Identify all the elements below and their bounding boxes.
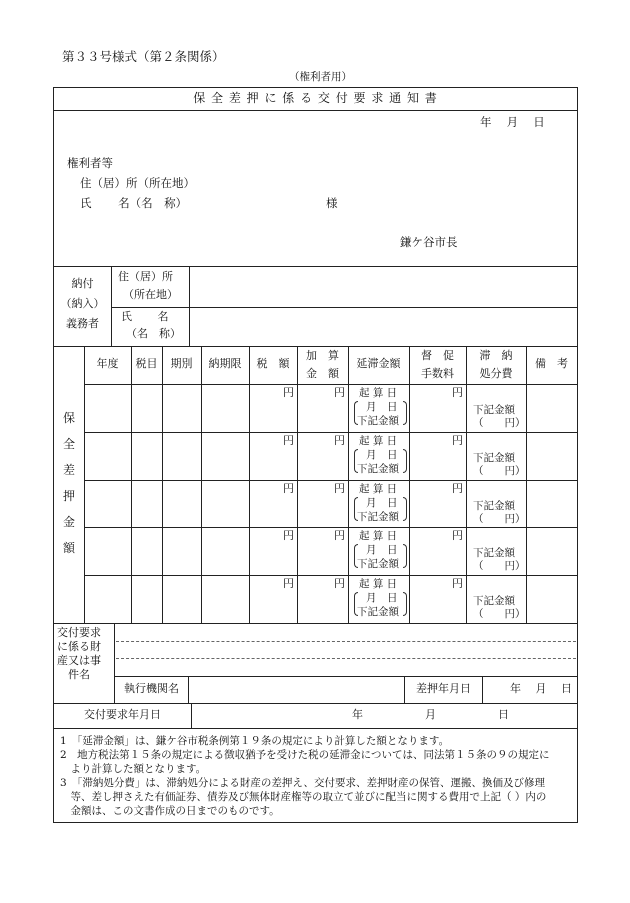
late-fee-start-date: 起 算 日 <box>359 578 398 590</box>
note-3-line-3: 金額は、この文書作成の日までのものです。 <box>60 805 280 817</box>
disposition-below-amount: 下記金額 <box>473 547 515 559</box>
disposition-amount-paren: （ 円） <box>473 560 526 572</box>
col-line <box>466 346 467 623</box>
header-disposition-fee-1: 滞 納 <box>479 349 513 362</box>
note-2-line-2: より計算した額となります。 <box>60 763 207 775</box>
disposition-amount-paren: （ 円） <box>473 465 526 477</box>
col-line <box>162 346 163 623</box>
surcharge-yen: 円 <box>334 386 345 399</box>
tax-amount-yen: 円 <box>283 386 294 399</box>
header-due-date: 納期限 <box>208 357 242 370</box>
row-line <box>84 527 578 528</box>
late-fee-start-date: 起 算 日 <box>359 483 398 495</box>
late-fee-below-amount: 下記金額 <box>357 511 399 523</box>
row-line <box>84 432 578 433</box>
late-fee-bracket-right <box>403 592 407 616</box>
amount-side-label-2: 全 <box>62 437 75 451</box>
obligor-label-2: （納入） <box>60 297 105 310</box>
tax-amount-yen: 円 <box>283 529 294 542</box>
late-fee-start-date: 起 算 日 <box>359 387 398 399</box>
col-line <box>131 346 132 623</box>
disposition-amount-paren: （ 円） <box>473 513 526 525</box>
surcharge-yen: 円 <box>334 577 345 590</box>
property-label-1: 交付要求 <box>57 626 101 639</box>
surcharge-yen: 円 <box>334 529 345 542</box>
addressee-heading: 権利者等 <box>67 156 113 170</box>
surcharge-yen: 円 <box>334 482 345 495</box>
request-date-month: 月 <box>425 708 436 721</box>
addressee-address-label: 住（居）所（所在地） <box>80 176 195 190</box>
honorific: 様 <box>326 196 338 210</box>
issue-date: 年 月 日 <box>480 115 545 129</box>
addressee-name-label: 氏 名（名 称） <box>80 196 188 210</box>
obligor-label-3: 義務者 <box>66 317 99 330</box>
late-fee-start-date: 起 算 日 <box>359 435 398 447</box>
late-fee-bracket-left <box>354 497 358 521</box>
property-label-3: 産又は事 <box>57 654 101 667</box>
late-fee-bracket-right <box>403 401 407 425</box>
row-line <box>84 480 578 481</box>
demand-fee-yen: 円 <box>452 434 463 447</box>
property-line-2 <box>116 658 576 659</box>
header-tax-amount: 税 額 <box>256 357 290 370</box>
demand-fee-yen: 円 <box>452 577 463 590</box>
late-fee-month-day: 月 日 <box>366 449 398 461</box>
header-tax-item: 税目 <box>135 357 158 370</box>
frame-bottom <box>53 822 578 823</box>
late-fee-bracket-right <box>403 544 407 568</box>
col-line <box>409 346 410 623</box>
note-2-line-1: 2 地方税法第１５条の規定による徴収猶予を受けた税の延滞金については、同法第１５条の９の規定に <box>60 749 550 761</box>
exec-agency-label: 執行機関名 <box>124 682 179 695</box>
seizure-date-label: 差押年月日 <box>416 682 471 695</box>
late-fee-month-day: 月 日 <box>366 592 398 604</box>
obligor-address-label-2: （所在地） <box>123 288 178 301</box>
header-surcharge-1: 加 算 <box>306 349 339 362</box>
amount-side-label-6: 額 <box>62 541 75 555</box>
header-late-fee: 延滞金額 <box>356 357 401 370</box>
col-line <box>249 346 250 623</box>
obligor-name-label-1: 氏 名 <box>121 310 169 323</box>
header-fiscal-year: 年度 <box>96 357 119 370</box>
seizure-date-value: 年 月 日 <box>510 682 572 695</box>
col-line <box>297 346 298 623</box>
note-3-line-1: 3 「滞納処分費」は、滞納処分による財産の差押え、交付要求、差押財産の保管、運搬、換価及び修理 <box>60 777 546 789</box>
disposition-below-amount: 下記金額 <box>473 595 515 607</box>
header-period: 期別 <box>170 357 193 370</box>
amount-side-label-3: 差 <box>62 463 75 477</box>
copy-label: （権利者用） <box>289 71 352 83</box>
header-demand-fee-1: 督 促 <box>421 349 454 362</box>
document-title: 保 全 差 押 に 係 る 交 付 要 求 通 知 書 <box>193 91 438 105</box>
note-3-line-2: 等、差し押さえた有価証券、債券及び無体財産権等の取立て並びに配当に関する費用で上記（ ）内の <box>60 791 547 803</box>
late-fee-month-day: 月 日 <box>366 497 398 509</box>
surcharge-yen: 円 <box>334 434 345 447</box>
late-fee-bracket-right <box>403 497 407 521</box>
demand-fee-yen: 円 <box>452 482 463 495</box>
disposition-amount-paren: （ 円） <box>473 608 526 620</box>
col-line <box>526 346 527 623</box>
demand-fee-yen: 円 <box>452 386 463 399</box>
col-line <box>201 346 202 623</box>
col-line <box>348 346 349 623</box>
disposition-amount-paren: （ 円） <box>473 417 526 429</box>
frame-right <box>577 87 578 823</box>
late-fee-below-amount: 下記金額 <box>357 558 399 570</box>
late-fee-below-amount: 下記金額 <box>357 463 399 475</box>
tax-amount-yen: 円 <box>283 434 294 447</box>
late-fee-bracket-left <box>354 592 358 616</box>
amount-side-label-5: 金 <box>62 515 75 529</box>
disposition-below-amount: 下記金額 <box>473 452 515 464</box>
form-number: 第３３号様式（第２条関係） <box>62 49 225 64</box>
late-fee-bracket-left <box>354 544 358 568</box>
frame-top <box>53 87 578 88</box>
col-line <box>84 346 85 623</box>
request-date-label: 交付要求年月日 <box>84 708 161 721</box>
request-date-year: 年 <box>352 708 363 721</box>
late-fee-below-amount: 下記金額 <box>357 606 399 618</box>
late-fee-below-amount: 下記金額 <box>357 415 399 427</box>
amount-side-label-1: 保 <box>62 411 75 425</box>
amount-side-label-4: 押 <box>62 489 75 503</box>
late-fee-bracket-left <box>354 449 358 473</box>
late-fee-bracket-left <box>354 401 358 425</box>
header-disposition-fee-2: 処分費 <box>479 367 513 380</box>
issuer-name: 鎌ケ谷市長 <box>400 235 458 249</box>
late-fee-start-date: 起 算 日 <box>359 530 398 542</box>
header-line <box>84 384 578 385</box>
demand-fee-yen: 円 <box>452 529 463 542</box>
obligor-name-label-2: （名 称） <box>126 327 181 340</box>
row-line <box>84 575 578 576</box>
obligor-address-label-1: 住（居）所 <box>118 270 173 283</box>
property-label-4: 件名 <box>68 668 90 681</box>
note-1: 1 「延滞金額」は、鎌ケ谷市税条例第１９条の規定により計算した額となります。 <box>60 735 450 747</box>
tax-amount-yen: 円 <box>283 482 294 495</box>
header-demand-fee-2: 手数料 <box>421 367 454 380</box>
request-date-day: 日 <box>498 708 509 721</box>
late-fee-month-day: 月 日 <box>366 401 398 413</box>
header-remarks: 備 考 <box>535 357 568 370</box>
late-fee-bracket-right <box>403 449 407 473</box>
header-surcharge-2: 金 額 <box>306 367 339 380</box>
disposition-below-amount: 下記金額 <box>473 500 515 512</box>
late-fee-month-day: 月 日 <box>366 544 398 556</box>
tax-amount-yen: 円 <box>283 577 294 590</box>
property-line-1 <box>116 641 576 642</box>
obligor-label-1: 納付 <box>71 277 94 290</box>
property-label-2: に係る財 <box>57 640 101 653</box>
disposition-below-amount: 下記金額 <box>473 404 515 416</box>
